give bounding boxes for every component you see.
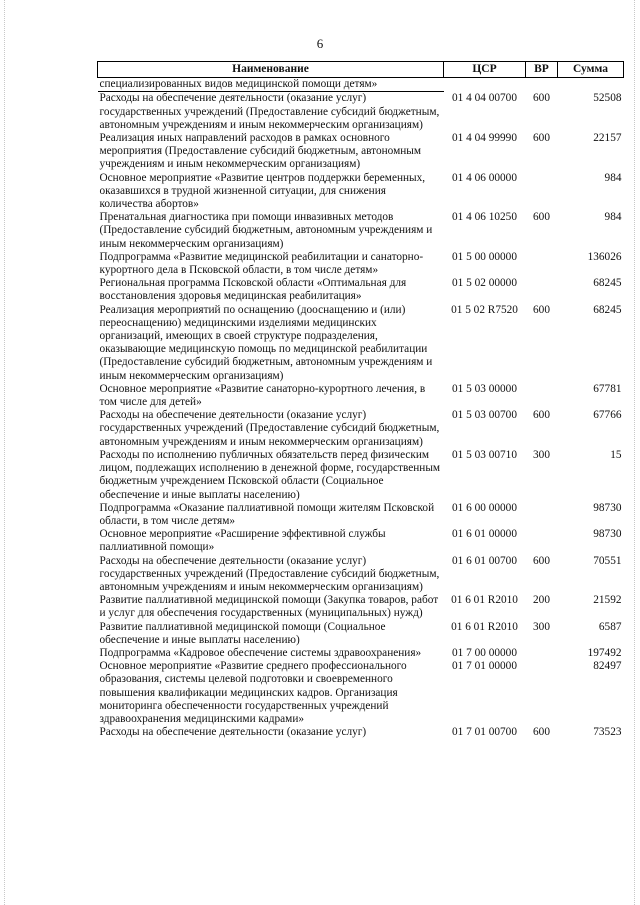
row-vr: 600 bbox=[533, 554, 550, 567]
table-row bbox=[98, 409, 624, 449]
row-csr: 01 7 00 00000 bbox=[452, 646, 517, 659]
row-vr: 600 bbox=[533, 303, 550, 316]
row-sum: 984 bbox=[604, 211, 622, 224]
table-row bbox=[98, 621, 624, 647]
row-sum: 68245 bbox=[593, 303, 622, 316]
row-csr: 01 5 03 00700 bbox=[452, 409, 517, 422]
row-name: Реализация мероприятий по оснащению (дооснащению и (или) переоснащению) медицинскими изделиями медицинских организаций, имеющих в своей структуре подразделения, оказывающие медицинскую помощь по медицинской реабилитации (Предоставление субсидий бюджетным, автономным учреждениям и иным некоммерческим организациям) bbox=[99, 303, 433, 382]
table-row bbox=[98, 502, 624, 528]
row-vr: 600 bbox=[533, 91, 550, 104]
table-row bbox=[98, 132, 624, 172]
row-csr: 01 6 01 00000 bbox=[452, 528, 517, 541]
table-row bbox=[98, 211, 624, 251]
page-number: 6 bbox=[316, 36, 324, 51]
row-name: Развитие паллиативной медицинской помощи (Социальное обеспечение и иные выплаты населению) bbox=[99, 620, 386, 646]
row-name: Расходы на обеспечение деятельности (оказание услуг) bbox=[99, 726, 367, 739]
row-csr: 01 6 00 00000 bbox=[452, 501, 517, 514]
row-vr: 600 bbox=[533, 726, 550, 739]
row-sum: 82497 bbox=[593, 660, 622, 673]
row-name: Расходы по исполнению публичных обязательств перед физическим лицом, подлежащих исполнению в денежной форме, государственным бюджетным учреждением Псковской области (Социальное обеспечение и иные выплаты населению) bbox=[99, 448, 441, 501]
row-sum: 67781 bbox=[593, 382, 622, 395]
row-sum: 6587 bbox=[598, 620, 622, 633]
row-csr: 01 6 01 R2010 bbox=[451, 620, 518, 633]
row-sum: 52508 bbox=[593, 91, 622, 104]
row-vr bbox=[526, 172, 558, 212]
row-vr bbox=[526, 647, 558, 660]
row-csr: 01 6 01 R2010 bbox=[451, 594, 518, 607]
row-name: Расходы на обеспечение деятельности (оказание услуг) государственных учреждений (Предоставление субсидий бюджетным, автономным учреждениям и иным некоммерческим организациям) bbox=[99, 554, 440, 593]
row-sum: 136026 bbox=[587, 250, 622, 263]
row-sum: 98730 bbox=[593, 501, 622, 514]
row-csr: 01 4 04 99990 bbox=[452, 132, 517, 145]
table-row bbox=[98, 251, 624, 277]
row-name: Развитие паллиативной медицинской помощи (Закупка товаров, работ и услуг для обеспечения государственных (муниципальных) нужд) bbox=[99, 594, 439, 620]
row-sum: 22157 bbox=[593, 132, 622, 145]
row-vr: 600 bbox=[533, 409, 550, 422]
row-name: Основное мероприятие «Развитие санаторно-курортного лечения, в том числе для детей» bbox=[99, 382, 426, 409]
row-vr: 600 bbox=[533, 132, 550, 145]
table-row bbox=[98, 277, 624, 303]
row-csr: 01 4 06 10250 bbox=[452, 211, 517, 224]
row-csr: 01 4 04 00700 bbox=[452, 91, 517, 104]
header-csr: ЦСР bbox=[444, 62, 526, 78]
row-sum: 21592 bbox=[593, 594, 622, 607]
row-vr bbox=[526, 660, 558, 726]
header-sum: Сумма bbox=[558, 62, 624, 78]
budget-table bbox=[97, 61, 624, 739]
row-vr bbox=[526, 277, 558, 303]
row-sum: 15 bbox=[610, 448, 622, 461]
table-row bbox=[98, 92, 624, 132]
row-csr: 01 5 03 00710 bbox=[452, 448, 517, 461]
row-csr: 01 5 02 R7520 bbox=[451, 303, 518, 316]
row-csr: 01 6 01 00700 bbox=[452, 554, 517, 567]
row-vr: 300 bbox=[533, 448, 550, 461]
row-csr: 01 5 02 00000 bbox=[452, 277, 517, 290]
header-vr: ВР bbox=[526, 62, 558, 78]
row-name: Основное мероприятие «Расширение эффективной службы паллиативной помощи» bbox=[99, 528, 386, 554]
continuation-row bbox=[98, 78, 624, 92]
scan-edge-right bbox=[634, 0, 636, 905]
row-sum: 197492 bbox=[587, 646, 622, 659]
row-vr: 200 bbox=[533, 594, 550, 607]
row-name: Расходы на обеспечение деятельности (оказание услуг) государственных учреждений (Предоставление субсидий бюджетным, автономным учреждениям и иным некоммерческим организациям) bbox=[99, 409, 440, 448]
row-sum: 73523 bbox=[593, 726, 622, 739]
table-row bbox=[98, 594, 624, 620]
table-row bbox=[98, 304, 624, 383]
row-vr: 600 bbox=[533, 211, 550, 224]
table-row bbox=[98, 449, 624, 502]
row-name: Реализация иных направлений расходов в рамках основного мероприятия (Предоставление субсидий бюджетным, автономным учреждениям и иным некоммерческим организациям) bbox=[99, 132, 422, 171]
row-name: Основное мероприятие «Развитие среднего профессионального образования, системы целевой подготовки и своевременного повышения квалификации медицинских кадров. Организация мониторинга обеспеченности государственных учреждений здравоохранения медицинскими кадрами» bbox=[99, 660, 407, 725]
row-sum: 70551 bbox=[593, 554, 622, 567]
row-sum: 98730 bbox=[593, 528, 622, 541]
row-name: Расходы на обеспечение деятельности (оказание услуг) государственных учреждений (Предоставление субсидий бюджетным, автономным учреждениям и иным некоммерческим организациям) bbox=[99, 92, 440, 131]
row-vr bbox=[526, 251, 558, 277]
continuation-text: специализированных видов медицинской помощи детям» bbox=[98, 78, 444, 92]
row-csr: 01 7 01 00000 bbox=[452, 660, 517, 673]
table-header-row bbox=[98, 62, 624, 78]
row-name: Подпрограмма «Развитие медицинской реабилитации и санаторно-курортного дела в Псковской области, в том числе детям» bbox=[99, 250, 424, 277]
row-name: Подпрограмма «Оказание паллиативной помощи жителям Псковской области, в том числе детям» bbox=[99, 501, 435, 527]
row-csr: 01 7 01 00700 bbox=[452, 726, 517, 739]
scan-edge-left bbox=[4, 0, 6, 905]
table-row bbox=[98, 660, 624, 726]
row-sum: 68245 bbox=[593, 277, 622, 290]
row-sum: 67766 bbox=[593, 409, 622, 422]
row-csr: 01 4 06 00000 bbox=[452, 171, 517, 184]
row-name: Пренатальная диагностика при помощи инвазивных методов (Предоставление субсидий бюджетным, автономным учреждениям и иным некоммерческим организациям) bbox=[99, 211, 433, 250]
row-name: Основное мероприятие «Развитие центров поддержки беременных, оказавшихся в трудной жизненной ситуации, для снижения количества абортов» bbox=[99, 171, 426, 211]
row-name: Региональная программа Псковской области «Оптимальная для восстановления здоровья медицинская реабилитация» bbox=[99, 277, 407, 303]
table-row bbox=[98, 647, 624, 660]
header-name: Наименование bbox=[98, 62, 444, 78]
row-sum: 984 bbox=[604, 171, 622, 184]
row-vr: 300 bbox=[533, 620, 550, 633]
row-name: Подпрограмма «Кадровое обеспечение системы здравоохранения» bbox=[99, 646, 422, 659]
table-row bbox=[98, 528, 624, 554]
row-vr bbox=[526, 502, 558, 528]
table-row bbox=[98, 383, 624, 409]
table-row bbox=[98, 172, 624, 212]
row-vr bbox=[526, 383, 558, 409]
row-vr bbox=[526, 528, 558, 554]
row-csr: 01 5 00 00000 bbox=[452, 250, 517, 263]
table-row bbox=[98, 555, 624, 595]
table-row bbox=[98, 726, 624, 739]
row-csr: 01 5 03 00000 bbox=[452, 382, 517, 395]
